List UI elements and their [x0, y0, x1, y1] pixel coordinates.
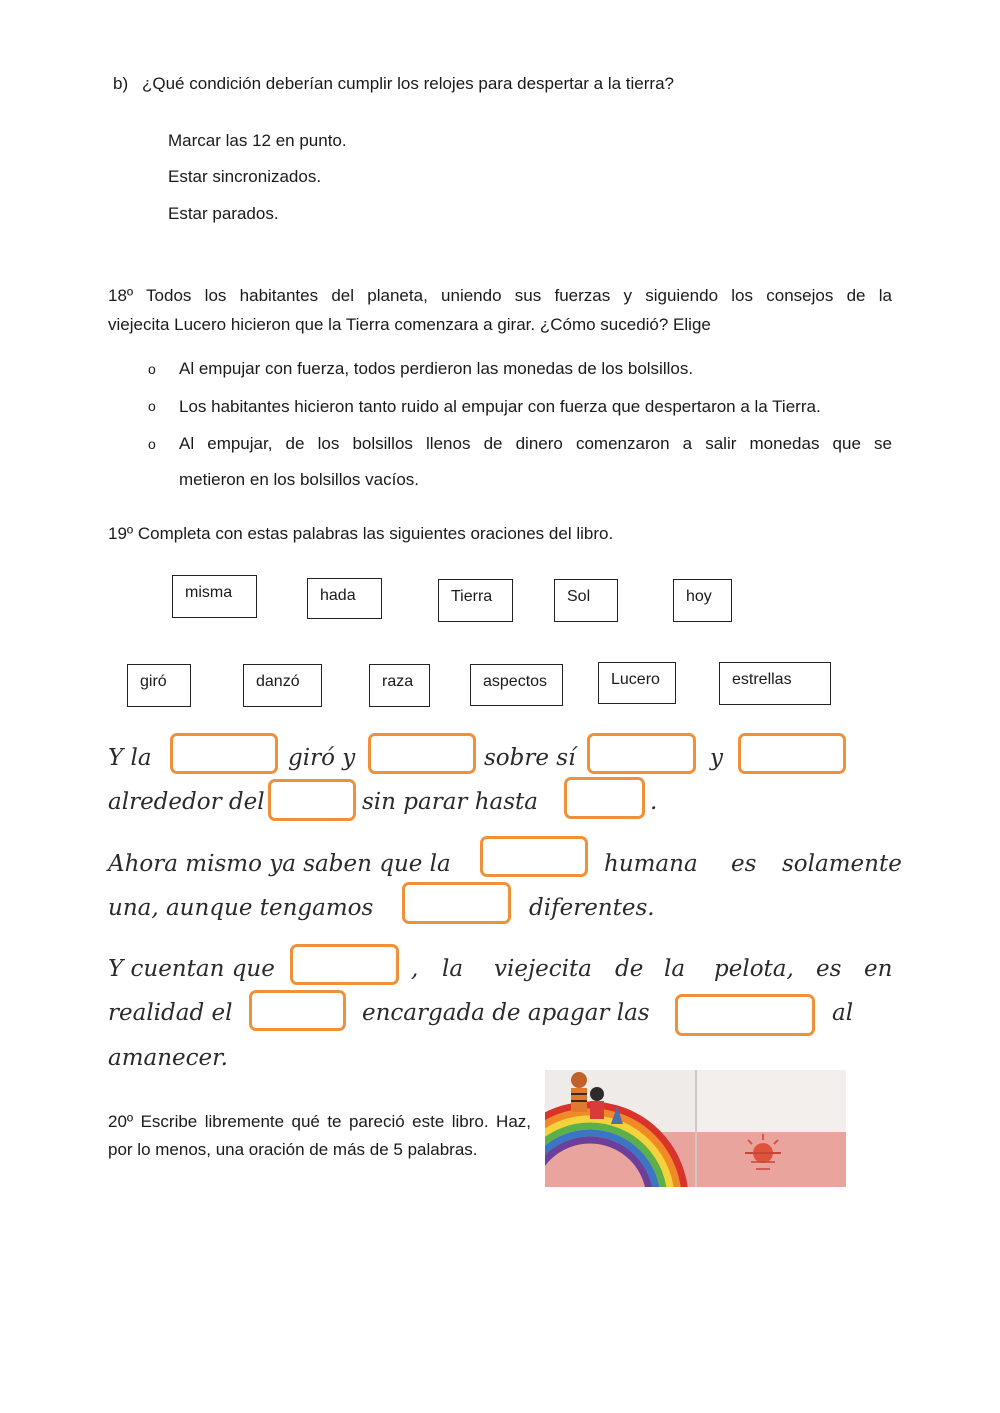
choice-option[interactable]: Los habitantes hicieron tanto ruido al empujar con fuerza que despertaron a la Tierra.	[179, 397, 821, 416]
answer-blank[interactable]	[268, 779, 356, 821]
question-marker: b)	[113, 74, 129, 93]
sentence-text: ,	[411, 956, 419, 982]
question-18-line-2: viejecita Lucero hicieron que la Tierra comenzara a girar. ¿Cómo sucedió? Elige	[108, 315, 711, 334]
word-card-raza[interactable]: raza	[369, 664, 430, 707]
answer-blank[interactable]	[675, 994, 815, 1036]
sentence-text: es	[816, 956, 842, 982]
word-card-lucero[interactable]: Lucero	[598, 662, 676, 704]
word-card-danzo[interactable]: danzó	[243, 664, 322, 707]
sentence-text: sin parar hasta	[362, 789, 539, 815]
word-card-tierra[interactable]: Tierra	[438, 579, 513, 622]
word-card-aspectos[interactable]: aspectos	[470, 664, 563, 706]
answer-blank[interactable]	[402, 882, 511, 924]
sentence-text: pelota,	[714, 956, 794, 982]
choice-option[interactable]: Al empujar, de los bolsillos llenos de dinero comenzaron a salir monedas que se	[179, 434, 892, 453]
sentence-text: y	[710, 745, 723, 771]
word-card-sol[interactable]: Sol	[554, 579, 618, 622]
book-illustration	[545, 1070, 846, 1187]
sentence-text: .	[650, 789, 658, 815]
word-card-hada[interactable]: hada	[307, 578, 382, 619]
answer-option[interactable]: Estar sincronizados.	[168, 167, 322, 186]
answer-blank[interactable]	[480, 836, 588, 877]
sentence-text: en	[864, 956, 893, 982]
answer-option[interactable]: Estar parados.	[168, 204, 279, 223]
answer-blank[interactable]	[290, 944, 399, 985]
sentence-text: giró y	[288, 745, 356, 771]
answer-blank[interactable]	[738, 733, 846, 774]
answer-blank[interactable]	[249, 990, 346, 1031]
question-text: ¿Qué condición deberían cumplir los relojes para despertar a la tierra?	[142, 74, 674, 93]
radio-bullet-icon[interactable]: o	[148, 436, 156, 452]
question-19-instruction: 19º Completa con estas palabras las siguientes oraciones del libro.	[108, 524, 614, 543]
sentence-text: encargada de apagar las	[362, 1000, 650, 1026]
word-card-misma[interactable]: misma	[172, 575, 257, 618]
sentence-text: es	[731, 851, 757, 877]
sentence-text: la	[442, 956, 464, 982]
sentence-text: humana	[604, 851, 698, 877]
answer-blank[interactable]	[564, 777, 645, 819]
word-card-hoy[interactable]: hoy	[673, 579, 732, 622]
sentence-text: alrededor del	[108, 789, 265, 815]
sentence-text: diferentes.	[529, 895, 655, 921]
word-card-giro[interactable]: giró	[127, 664, 191, 707]
question-18-line-1: 18º Todos los habitantes del planeta, uniendo sus fuerzas y siguiendo los consejos de la	[108, 286, 892, 305]
answer-blank[interactable]	[368, 733, 476, 774]
sentence-text: de	[615, 956, 644, 982]
sentence-text: al	[832, 1000, 854, 1026]
choice-option-continuation: metieron en los bolsillos vacíos.	[179, 470, 420, 489]
word-card-estrellas[interactable]: estrellas	[719, 662, 831, 705]
sentence-text: viejecita	[494, 956, 592, 982]
radio-bullet-icon[interactable]: o	[148, 398, 156, 414]
sentence-text: Ahora mismo ya saben que la	[108, 851, 451, 877]
sentence-text: sobre sí	[484, 745, 576, 771]
answer-blank[interactable]	[587, 733, 696, 774]
question-20-text: 20º Escribe libremente qué te pareció este libro. Haz, por lo menos, una oración de más de 5 palabras.	[108, 1112, 531, 1159]
choice-option[interactable]: Al empujar con fuerza, todos perdieron las monedas de los bolsillos.	[179, 359, 694, 378]
sentence-text: amanecer.	[108, 1045, 228, 1071]
radio-bullet-icon[interactable]: o	[148, 361, 156, 377]
sentence-text: la	[664, 956, 686, 982]
sentence-text: una, aunque tengamos	[108, 895, 374, 921]
sentence-text: solamente	[782, 851, 902, 877]
sentence-text: Y cuentan que	[108, 956, 275, 982]
sentence-text: Y la	[108, 745, 152, 771]
answer-blank[interactable]	[170, 733, 278, 774]
answer-option[interactable]: Marcar las 12 en punto.	[168, 131, 347, 150]
sentence-text: realidad el	[108, 1000, 233, 1026]
